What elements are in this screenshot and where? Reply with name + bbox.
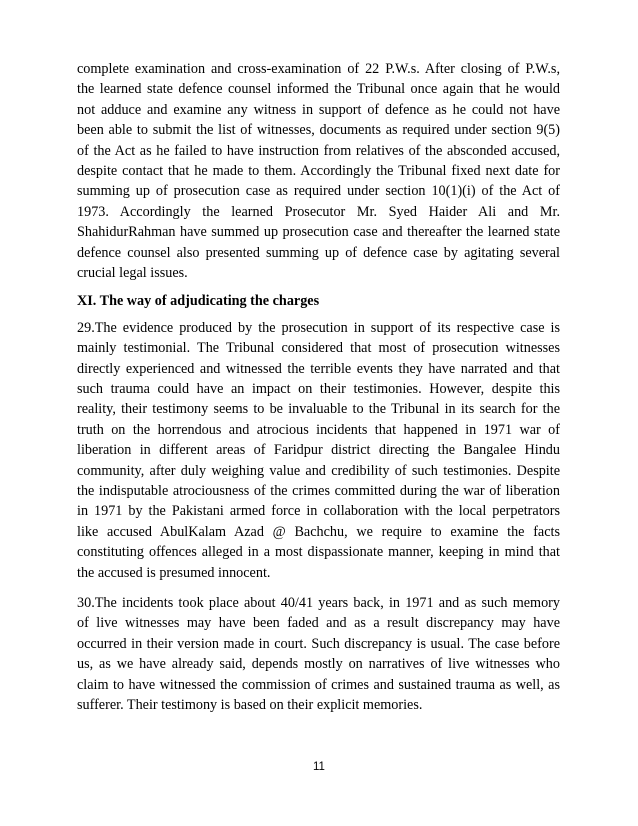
text-line: truth on the horrendous and atrocious incidents that happened in 1971 war of [77, 421, 560, 438]
text-line: liberation in different areas of Faridpur district directing the Bangalee Hindu [77, 442, 560, 459]
text-line: us, as we have already said, depends mostly on narratives of live witnesses who [77, 656, 560, 673]
text-line: crucial legal issues. [77, 265, 188, 281]
text-line: been able to submit the list of witnesses, documents as required under section 9(5) [77, 122, 560, 139]
text-line: occurred in their version made in court. Such discrepancy is usual. The case before [77, 635, 560, 652]
text-line: despite contact that he made to them. Accordingly the Tribunal fixed next date for [77, 163, 560, 179]
text-line: the indisputable atrociousness of the crimes committed during the war of liberation [77, 483, 560, 499]
text-line: in 1971 by the Pakistani armed force in collaboration with the local perpetrators [77, 503, 560, 520]
text-line: 30.The incidents took place about 40/41 years back, in 1971 and as such memory [77, 595, 560, 611]
text-line: 29.The evidence produced by the prosecution in support of its respective case is [77, 319, 560, 336]
text-line: sufferer. Their testimony is based on their explicit memories. [77, 697, 423, 713]
text-line: ShahidurRahman have summed up prosecution case and thereafter the learned state [77, 224, 560, 241]
section-heading: XI. The way of adjudicating the charges [77, 293, 320, 310]
text-line: complete examination and cross-examination of 22 P.W.s. After closing of P.W.s, [77, 61, 560, 77]
text-line: summing up of prosecution case as required under section 10(1)(i) of the Act of [77, 183, 560, 200]
text-line: claim to have witnessed the commission of crimes and sustained trauma as well, as [77, 676, 560, 693]
text-line: of live witnesses may have been faded and as a result discrepancy may have [77, 615, 560, 632]
text-line: of the Act as he failed to have instruction from relatives of the absconded accused, [77, 142, 560, 159]
text-line: 1973. Accordingly the learned Prosecutor Mr. Syed Haider Ali and Mr. [77, 203, 560, 220]
text-line: like accused AbulKalam Azad @ Bachchu, we require to examine the facts [77, 523, 560, 540]
text-line: reality, their testimony seems to be invaluable to the Tribunal in its search for the [77, 401, 560, 418]
text-line: not adduce and examine any witness in support of defence as he could not have [77, 101, 560, 118]
text-line: directly experienced and witnessed the terrible events they have narrated and that [77, 360, 560, 377]
text-line: defence counsel also presented summing up of defence case by agitating several [77, 244, 560, 261]
page-number: 11 [313, 761, 325, 773]
text-line: such trauma could have an impact on their testimonies. However, despite this [77, 381, 560, 397]
text-line: community, after duly weighing value and credibility of such testimonies. Despite [77, 462, 560, 479]
text-line: constituting offences alleged in a most dispassionate manner, keeping in mind that [77, 544, 560, 561]
text-line: the accused is presumed innocent. [77, 564, 271, 581]
text-line: the learned state defence counsel informed the Tribunal once again that he would [77, 81, 560, 98]
text-line: mainly testimonial. The Tribunal considered that most of prosecution witnesses [77, 340, 560, 357]
